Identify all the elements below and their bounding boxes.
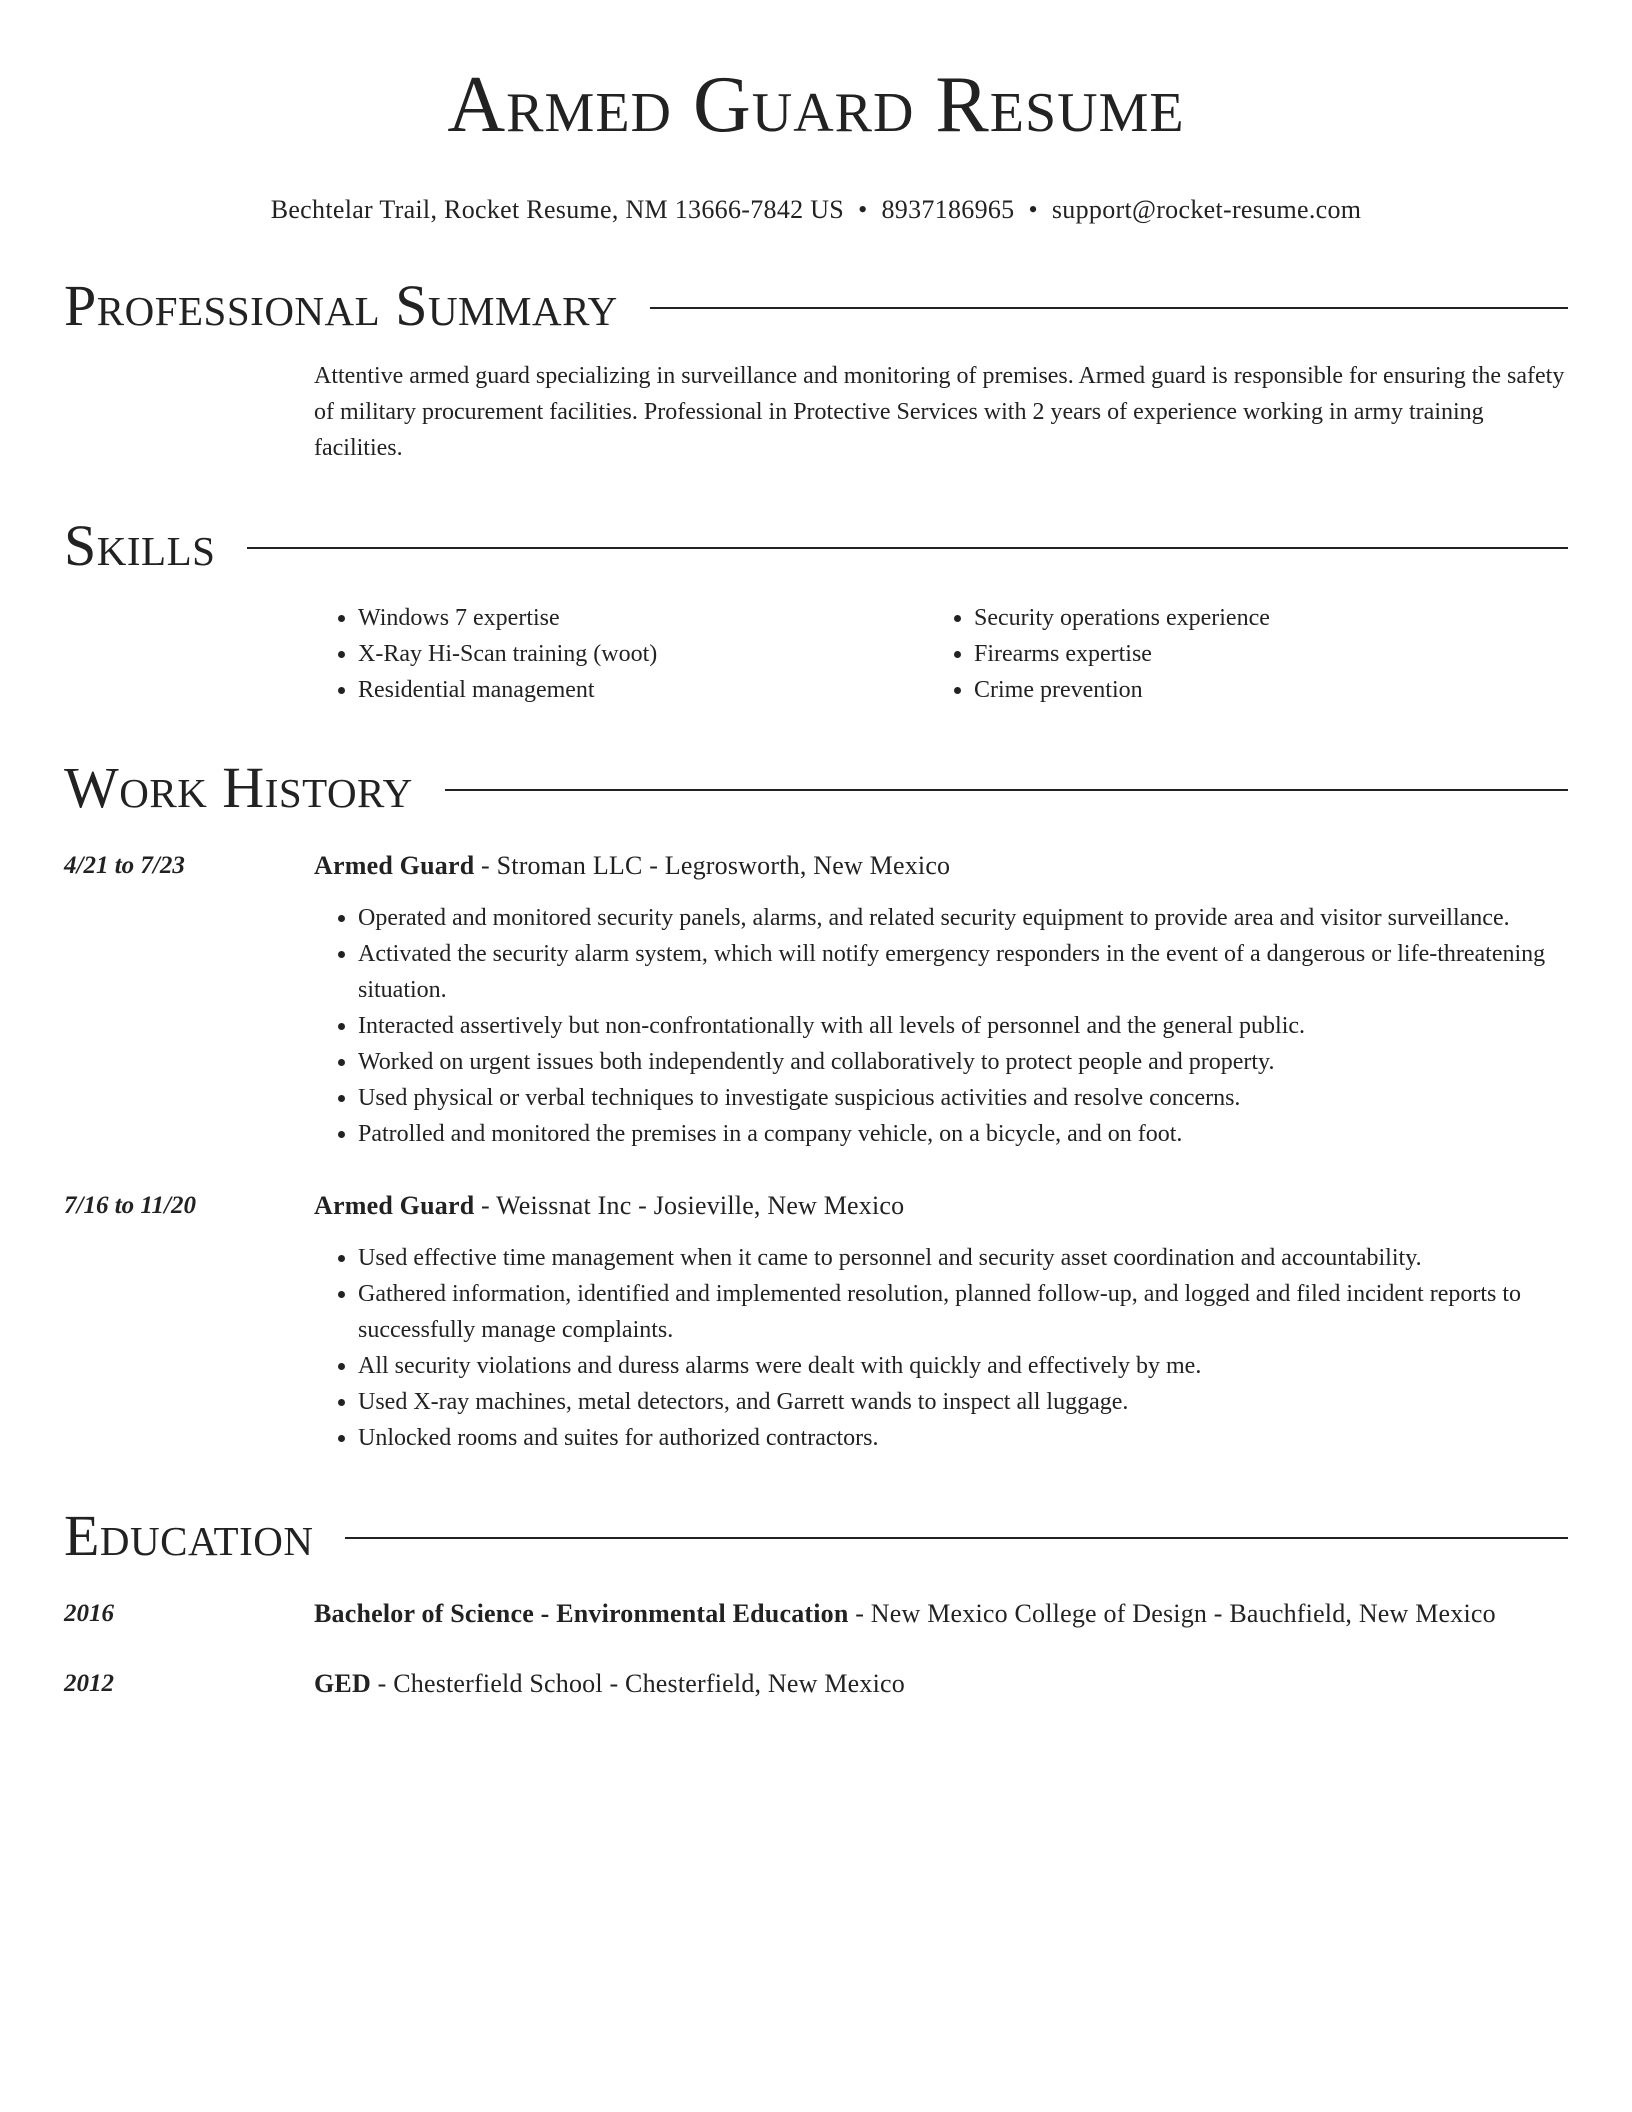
education-year: 2016 <box>64 1600 114 1627</box>
skills-heading: Skills <box>64 513 216 578</box>
resume-title: Armed Guard Resume <box>447 61 1185 149</box>
skill-item: • Crime prevention <box>974 672 1546 708</box>
contact-phone: 8937186965 <box>881 195 1015 224</box>
contact-address: Bechtelar Trail, Rocket Resume, NM 13666-7842 US <box>270 195 845 224</box>
section-divider <box>345 1537 1568 1539</box>
work-section-header <box>64 756 1568 820</box>
education-body <box>314 1666 1568 1702</box>
job-duty: • Gathered information, identified and implemented resolution, planned follow-up, and logged and filed incident reports to successfully manage complaints. <box>358 1276 1568 1348</box>
job-title-line <box>314 1188 1568 1224</box>
work-heading: Work History <box>64 755 413 820</box>
job-entry <box>64 1188 1568 1456</box>
job-duty: • Patrolled and monitored the premises in a company vehicle, on a bicycle, and on foot. <box>358 1116 1568 1152</box>
education-school: - New Mexico College of Design - Bauchfield, New Mexico <box>848 1599 1496 1628</box>
skills-column-right <box>930 600 1546 708</box>
education-heading: Education <box>64 1503 314 1568</box>
skill-item: • Windows 7 expertise <box>358 600 930 636</box>
summary-text: Attentive armed guard specializing in surveillance and monitoring of premises. Armed guard is responsible for ensuring the safety of military procurement facilities. Professional in Protective Services with 2 years of experience working in army training facilities. <box>314 363 1565 461</box>
contact-separator: • <box>858 195 868 224</box>
summary-heading: Professional Summary <box>64 273 618 338</box>
education-line <box>314 1666 1568 1702</box>
education-list <box>64 1596 1568 1702</box>
education-body <box>314 1596 1568 1632</box>
job-duties <box>314 900 1568 1152</box>
section-divider <box>650 307 1568 309</box>
education-degree: Bachelor of Science - Environmental Education <box>314 1599 849 1628</box>
education-school: - Chesterfield School - Chesterfield, New Mexico <box>370 1669 905 1698</box>
skills-section-header <box>64 514 1568 578</box>
job-duty: • Used physical or verbal techniques to investigate suspicious activities and resolve concerns. <box>358 1080 1568 1116</box>
job-entry <box>64 848 1568 1152</box>
job-duty: • Interacted assertively but non-confrontationally with all levels of personnel and the general public. <box>358 1008 1568 1044</box>
education-line <box>314 1596 1568 1632</box>
job-dates: 7/16 to 11/20 <box>64 1192 196 1219</box>
job-duties <box>314 1240 1568 1456</box>
skills-list <box>314 600 1568 708</box>
job-body <box>314 848 1568 1152</box>
job-duty: • Operated and monitored security panels, alarms, and related security equipment to provide area and visitor surveillance. <box>358 900 1568 936</box>
skill-item: • X-Ray Hi-Scan training (woot) <box>358 636 930 672</box>
job-title: Armed Guard <box>314 851 475 880</box>
job-duty: • Worked on urgent issues both independently and collaboratively to protect people and property. <box>358 1044 1568 1080</box>
job-dates: 4/21 to 7/23 <box>64 852 185 879</box>
contact-email: support@rocket-resume.com <box>1051 195 1362 224</box>
skill-item: • Residential management <box>358 672 930 708</box>
education-degree: GED <box>314 1669 371 1698</box>
resume-page <box>64 0 1568 1702</box>
contact-line <box>64 194 1568 226</box>
section-divider <box>247 547 1568 549</box>
job-body <box>314 1188 1568 1456</box>
education-entry <box>64 1666 1568 1702</box>
job-duty: • All security violations and duress alarms were dealt with quickly and effectively by me. <box>358 1348 1568 1384</box>
education-entry <box>64 1596 1568 1632</box>
job-duty: • Used X-ray machines, metal detectors, and Garrett wands to inspect all luggage. <box>358 1384 1568 1420</box>
job-duty: • Used effective time management when it came to personnel and security asset coordination and accountability. <box>358 1240 1568 1276</box>
skill-item: • Security operations experience <box>974 600 1546 636</box>
section-divider <box>445 789 1568 791</box>
work-history-list <box>64 848 1568 1456</box>
summary-section-header <box>64 274 1568 338</box>
education-section-header <box>64 1504 1568 1568</box>
job-duty: • Activated the security alarm system, which will notify emergency responders in the event of a dangerous or life-threatening situation. <box>358 936 1568 1008</box>
job-employer: - Stroman LLC - Legrosworth, New Mexico <box>474 851 951 880</box>
job-employer: - Weissnat Inc - Josieville, New Mexico <box>474 1191 905 1220</box>
job-title: Armed Guard <box>314 1191 475 1220</box>
skills-column-left <box>314 600 930 708</box>
education-year: 2012 <box>64 1670 114 1697</box>
skill-item: • Firearms expertise <box>974 636 1546 672</box>
job-title-line <box>314 848 1568 884</box>
contact-separator: • <box>1028 195 1038 224</box>
job-duty: • Unlocked rooms and suites for authorized contractors. <box>358 1420 1568 1456</box>
